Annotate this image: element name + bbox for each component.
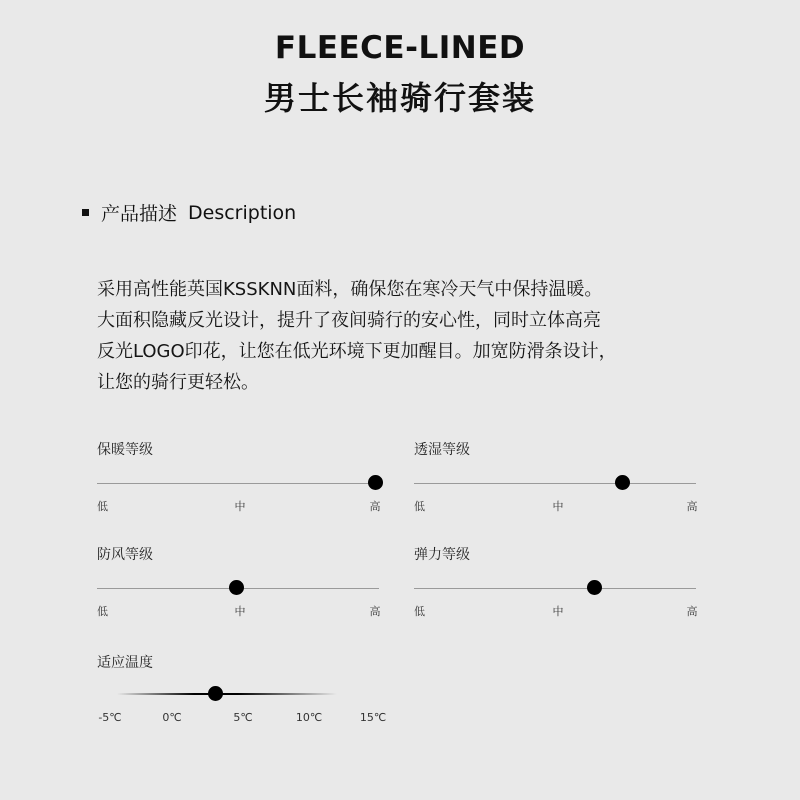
rating-windproof bbox=[97, 544, 379, 624]
rating-label: 透湿等级 bbox=[414, 442, 470, 458]
rating-label: 弹力等级 bbox=[414, 547, 470, 563]
temperature-label: 适应温度 bbox=[97, 655, 153, 671]
temperature-tick: 10℃ bbox=[295, 711, 323, 724]
rating-knob bbox=[615, 475, 630, 490]
rating-track bbox=[414, 483, 696, 484]
description-line: 反光LOGO印花，让您在低光环境下更加醒目。加宽防滑条设计， bbox=[97, 341, 617, 362]
description bbox=[97, 274, 737, 398]
rating-label: 保暖等级 bbox=[97, 442, 153, 458]
tick-high: 高 bbox=[686, 605, 698, 618]
description-line: 大面积隐藏反光设计，提升了夜间骑行的安心性，同时立体高亮 bbox=[97, 310, 601, 331]
rating-knob bbox=[368, 475, 383, 490]
tick-high: 高 bbox=[369, 500, 381, 513]
tick-mid: 中 bbox=[234, 605, 246, 618]
rating-track bbox=[414, 588, 696, 589]
title-en: FLEECE-LINED bbox=[274, 30, 526, 66]
tick-mid: 中 bbox=[552, 605, 564, 618]
description-line: 采用高性能英国KSSKNN面料，确保您在寒冷天气中保持温暖。 bbox=[97, 279, 603, 300]
rating-breathability bbox=[414, 439, 696, 519]
tick-low: 低 bbox=[97, 500, 108, 513]
rating-knob bbox=[587, 580, 602, 595]
tick-low: 低 bbox=[414, 605, 425, 618]
tick-low: 低 bbox=[414, 500, 425, 513]
rating-label: 防风等级 bbox=[97, 547, 153, 563]
section-title-en: Description bbox=[188, 201, 297, 224]
section-heading bbox=[82, 199, 296, 226]
description-line: 让您的骑行更轻松。 bbox=[97, 372, 259, 393]
tick-low: 低 bbox=[97, 605, 108, 618]
rating-knob bbox=[229, 580, 244, 595]
title-cn: 男士长袖骑行套装 bbox=[263, 79, 536, 117]
rating-warmth bbox=[97, 439, 379, 519]
tick-mid: 中 bbox=[234, 500, 246, 513]
square-bullet-icon bbox=[82, 209, 89, 216]
temperature-tick: 0℃ bbox=[162, 711, 182, 724]
temperature-tick: -5℃ bbox=[98, 711, 122, 724]
temperature-tick: 15℃ bbox=[359, 711, 387, 724]
rating-track bbox=[97, 483, 379, 484]
section-title-cn: 产品描述 bbox=[101, 203, 178, 225]
temperature-knob bbox=[208, 686, 223, 701]
tick-mid: 中 bbox=[552, 500, 564, 513]
tick-high: 高 bbox=[369, 605, 381, 618]
tick-high: 高 bbox=[686, 500, 698, 513]
temperature-tick: 5℃ bbox=[233, 711, 253, 724]
temperature-track bbox=[117, 693, 337, 695]
rating-elasticity bbox=[414, 544, 696, 624]
temperature-range bbox=[97, 652, 387, 732]
